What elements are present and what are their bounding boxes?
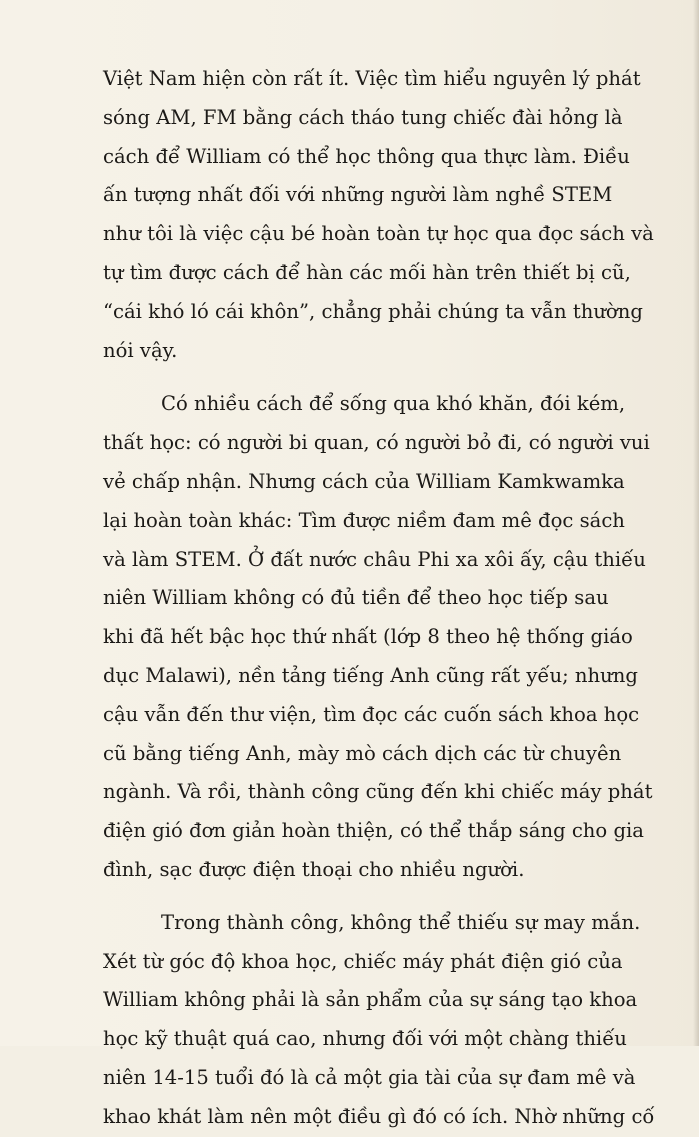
paragraph-2 xyxy=(103,385,653,889)
text-line: như tôi là việc cậu bé hoàn toàn tự học qua đọc sách và xyxy=(103,222,654,246)
text-line: tự tìm được cách để hàn các mối hàn trên thiết bị cũ, xyxy=(103,260,631,284)
text-line: ngành. Và rồi, thành công cũng đến khi chiếc máy phát xyxy=(103,780,653,804)
text-line: ấn tượng nhất đối với những người làm nghề STEM xyxy=(103,183,613,207)
text-line: Có nhiều cách để sống qua khó khăn, đói kém, xyxy=(161,392,626,416)
text-line: khao khát làm nên một điều gì đó có ích. Nhờ những cố xyxy=(103,1104,655,1128)
text-line: cũ bằng tiếng Anh, mày mò cách dịch các từ chuyên xyxy=(103,741,622,765)
text-line: Trong thành công, không thể thiếu sự may mắn. xyxy=(161,910,641,934)
text-line: đình, sạc được điện thoại cho nhiều người. xyxy=(103,857,525,881)
text-line: vẻ chấp nhận. Nhưng cách của William Kamkwamka xyxy=(103,469,625,493)
text-line: và làm STEM. Ở đất nước châu Phi xa xôi ấy, cậu thiếu xyxy=(103,547,646,571)
text-line: cách để William có thể học thông qua thực làm. Điều xyxy=(103,144,630,168)
text-line: William không phải là sản phẩm của sự sáng tạo khoa xyxy=(103,988,638,1012)
text-line: Xét từ góc độ khoa học, chiếc máy phát điện gió của xyxy=(103,949,623,973)
text-line: nói vậy. xyxy=(103,338,178,362)
text-line: “cái khó ló cái khôn”, chẳng phải chúng ta vẫn thường xyxy=(103,299,643,323)
text-line: niên 14-15 tuổi đó là cả một gia tài của sự đam mê và xyxy=(103,1065,636,1089)
text-line: lại hoàn toàn khác: Tìm được niềm đam mê đọc sách xyxy=(103,508,625,532)
paragraph-spacing xyxy=(103,370,623,385)
body-text xyxy=(103,60,655,1137)
text-line: thất học: có người bi quan, có người bỏ đi, có người vui xyxy=(103,431,650,455)
text-line: niên William không có đủ tiền để theo học tiếp sau xyxy=(103,586,609,610)
text-line: điện gió đơn giản hoàn thiện, có thể thắp sáng cho gia xyxy=(103,819,644,843)
paragraph-spacing xyxy=(103,890,623,904)
text-line: học kỹ thuật quá cao, nhưng đối với một chàng thiếu xyxy=(103,1027,627,1051)
text-line: dục Malawi), nền tảng tiếng Anh cũng rất yếu; nhưng xyxy=(103,663,638,687)
text-line: Việt Nam hiện còn rất ít. Việc tìm hiểu nguyên lý phát xyxy=(103,67,641,90)
paragraph-3 xyxy=(103,904,655,1137)
text-line: khi đã hết bậc học thứ nhất (lớp 8 theo hệ thống giáo xyxy=(103,625,633,649)
text-line: sóng AM, FM bằng cách tháo tung chiếc đài hỏng là xyxy=(103,105,623,129)
text-line: cậu vẫn đến thư viện, tìm đọc các cuốn sách khoa học xyxy=(103,702,640,726)
page-edge-shadow xyxy=(693,0,699,1046)
paragraph-1 xyxy=(103,60,654,370)
